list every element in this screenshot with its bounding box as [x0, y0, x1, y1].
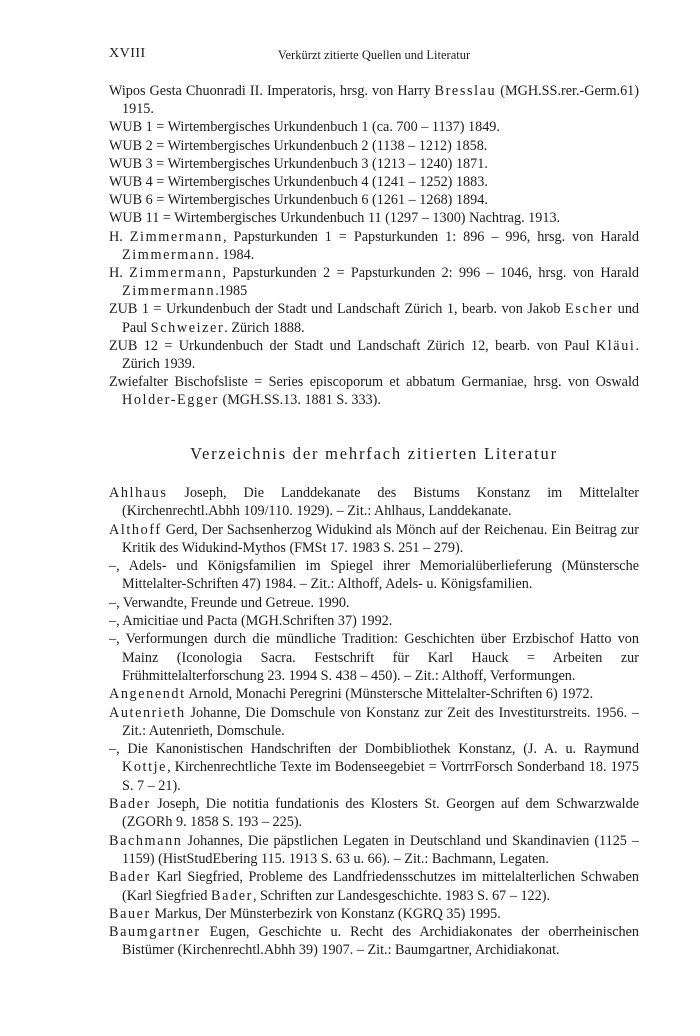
page-header	[109, 46, 639, 66]
literature-entry	[109, 905, 639, 923]
entry-text: WUB 1 = Wirtembergisches Urkundenbuch 1 (ca. 700 – 1137) 1849.	[109, 119, 500, 136]
entry-text: Arnold, Monachi Peregrini (Münstersche Mittelalter-Schriften 6) 1972.	[185, 686, 594, 703]
section-title: Verzeichnis der mehrfach zitierten Literatur	[190, 444, 558, 463]
entry-text: .1985	[215, 283, 248, 300]
source-entry	[109, 82, 639, 118]
entry-text: –, Amicitiae und Pacta (MGH.Schriften 37) 1992.	[109, 613, 393, 630]
entry-text: –, Die Kanonistischen Handschriften der Dombibliothek Konstanz, (J. A. u. Raymund	[109, 741, 639, 758]
entry-text: H.	[109, 265, 130, 282]
literature-entry	[109, 795, 639, 832]
author-name: Escher	[565, 301, 614, 318]
source-entry	[109, 228, 639, 264]
entry-text: –, Adels- und Königsfamilien im Spiegel ihrer Memorialüberlieferung (Münstersche Mittelalter-Schriften 47) 1984. – Zit.: Althoff, Adels- u. Königsfamilien.	[109, 558, 639, 593]
author-name: Bader	[109, 869, 151, 886]
entry-text: WUB 11 = Wirtembergisches Urkundenbuch 11 (1297 – 1300) Nachtrag. 1913.	[109, 210, 561, 227]
literature-entry	[109, 484, 639, 521]
entry-text: WUB 6 = Wirtembergisches Urkundenbuch 6 (1261 – 1268) 1894.	[109, 192, 488, 209]
literature-entry	[109, 832, 639, 869]
author-name: Autenrieth	[109, 704, 186, 721]
source-entry	[109, 373, 639, 409]
author-name: Bader	[211, 887, 253, 904]
entry-text: , Kirchenrechtliche Texte im Bodenseegebiet = VortrrForsch Sonderband 18. 1975 S. 7 – 21).	[122, 759, 639, 794]
author-name: Ahlhaus	[109, 485, 168, 501]
author-name: Bader	[109, 796, 151, 813]
entry-text: ZUB 12 = Urkundenbuch der Stadt und Landschaft Zürich 12, bearb. von Paul	[109, 337, 596, 354]
source-entry	[109, 118, 639, 136]
entry-text: , Schriften zur Landesgeschichte. 1983 S. 67 – 122).	[252, 887, 551, 904]
literature-entry	[109, 923, 639, 960]
entry-text: Joseph, Die Landdekanate des Bistums Konstanz im Mittelalter (Kirchenrechtl.Abhh 109/110. 1929). – Zit.: Ahlhaus, Landdekanate.	[122, 485, 639, 520]
entry-text: , Papsturkunden 2 = Papsturkunden 2: 996 – 1046, hrsg. von Harald	[222, 265, 639, 282]
source-entry	[109, 300, 639, 336]
entry-text: Wipos Gesta Chuonradi II. Imperatoris, hrsg. von Harry	[109, 83, 435, 99]
entry-text: WUB 3 = Wirtembergisches Urkundenbuch 3 (1213 – 1240) 1871.	[109, 155, 488, 172]
source-entry	[109, 337, 639, 373]
literature-entry	[109, 521, 639, 558]
entry-text: Karl Siegfried, Probleme des Landfriedensschutzes im mittelalterlichen Schwaben (Karl Siegfried	[122, 869, 639, 904]
literature-entry	[109, 630, 639, 685]
literature-entry	[109, 594, 639, 612]
page-number: XVIII	[109, 46, 146, 61]
entry-text: WUB 2 = Wirtembergisches Urkundenbuch 2 (1138 – 1212) 1858.	[109, 137, 488, 154]
entry-text: Johannes, Die päpstlichen Legaten in Deutschland und Skandinavien (1125 – 1159) (HistStudEbering 115. 1913 S. 63 u. 66). – Zit.: Bachmann, Legaten.	[122, 832, 639, 867]
literature-entry	[109, 868, 639, 905]
entry-text: (MGH.SS.rer.-Germ.61) 1915.	[122, 83, 639, 118]
abbreviated-sources-list	[109, 82, 639, 410]
entry-text: Joseph, Die notitia fundationis des Klosters St. Georgen auf dem Schwarzwalde (ZGORh 9. 1858 S. 193 – 225).	[122, 796, 639, 831]
entry-text: Markus, Der Münsterbezirk von Konstanz (KGRQ 35) 1995.	[150, 905, 501, 922]
author-name: Althoff	[109, 521, 162, 538]
author-name: Angenendt	[109, 686, 186, 703]
entry-text: –, Verwandte, Freunde und Getreue. 1990.	[109, 594, 350, 611]
literature-list	[109, 484, 639, 960]
entry-text: H.	[109, 228, 130, 245]
entry-text: –, Verformungen durch die mündliche Tradition: Geschichten über Erzbischof Hatto von Mainz (Iconologia Sacra. Festschrift für Karl Hauck = Arbeiten zur Frühmittelalterforschung 23. 1994 S. 438 – 450). – Zit.: Althoff, Verformungen.	[109, 631, 639, 684]
author-name: Bauer	[109, 905, 151, 922]
entry-text: Gerd, Der Sachsenherzog Widukind als Mönch auf der Reichenau. Ein Beitrag zur Kritik des Widukind-Mythos (FMSt 17. 1983 S. 251 – 279).	[122, 521, 639, 556]
author-name: Zimmermann	[129, 265, 223, 282]
entry-text: . Zürich 1939.	[122, 337, 639, 373]
entry-text: und Paul	[122, 301, 640, 336]
running-title: Verkürzt zitierte Quellen und Literatur	[277, 48, 471, 62]
source-entry	[109, 155, 639, 173]
source-entry	[109, 264, 639, 300]
author-name: Zimmermann	[122, 246, 216, 263]
source-entry	[109, 209, 639, 227]
entry-text: Eugen, Geschichte u. Recht des Archidiakonates der oberrheinischen Bistümer (Kirchenrechtl.Abhh 39) 1907. – Zit.: Baumgartner, Archidiakonat.	[122, 924, 639, 959]
literature-entry	[109, 685, 639, 703]
source-entry	[109, 173, 639, 191]
entry-text: . 1984.	[215, 246, 255, 263]
author-name: Bachmann	[109, 832, 183, 849]
entry-text: WUB 4 = Wirtembergisches Urkundenbuch 4 (1241 – 1252) 1883.	[109, 174, 488, 191]
entry-text: Johanne, Die Domschule von Konstanz zur Zeit des Investiturstreits. 1956. – Zit.: Autenrieth, Domschule.	[122, 704, 639, 739]
literature-entry	[109, 704, 639, 741]
literature-entry	[109, 612, 639, 630]
author-name: Kläui	[595, 337, 636, 354]
source-entry	[109, 137, 639, 155]
author-name: Baumgartner	[109, 924, 201, 941]
literature-entry	[109, 557, 639, 594]
author-name: Holder-Egger	[122, 392, 219, 409]
entry-text: . Zürich 1888.	[224, 319, 305, 336]
author-name: Schweizer	[150, 319, 225, 336]
entry-text: ZUB 1 = Urkundenbuch der Stadt und Landschaft Zürich 1, bearb. von Jakob	[109, 301, 565, 318]
entry-text: (MGH.SS.13. 1881 S. 333).	[218, 392, 381, 409]
entry-text: Zwiefalter Bischofsliste = Series episcoporum et abbatum Germaniae, hrsg. von Oswald	[109, 374, 639, 391]
author-name: Zimmermann	[129, 228, 223, 245]
entry-text: , Papsturkunden 1 = Papsturkunden 1: 896 – 996, hrsg. von Harald	[223, 228, 639, 245]
author-name: Kottje	[122, 759, 168, 776]
author-name: Bresslau	[434, 83, 497, 99]
source-entry	[109, 191, 639, 209]
literature-entry	[109, 740, 639, 795]
author-name: Zimmermann	[122, 283, 216, 300]
